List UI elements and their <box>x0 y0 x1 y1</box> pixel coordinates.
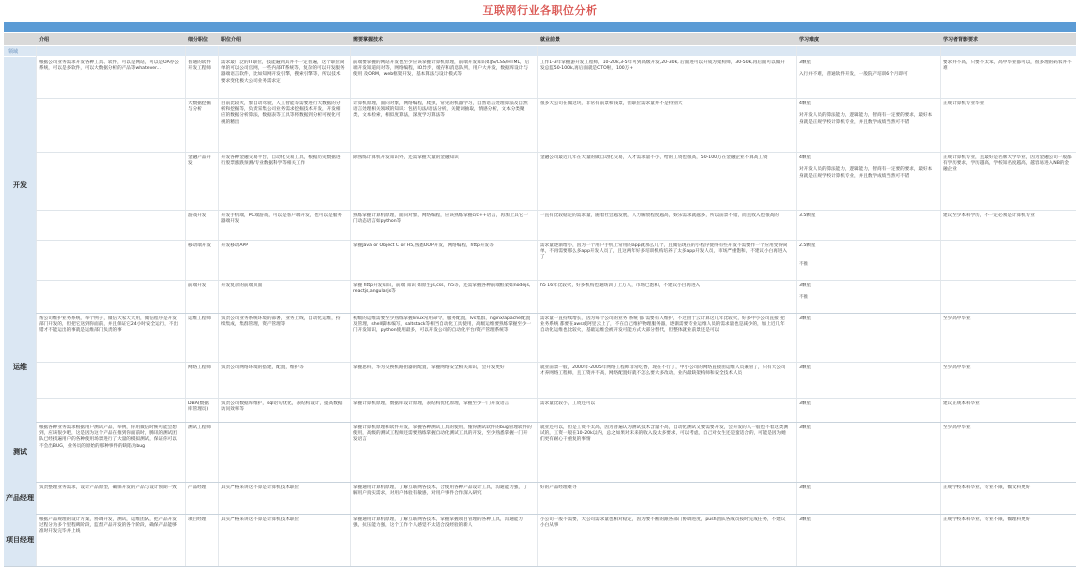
cell-desc: 负责公司网络环境的搭建，配置，维护等 <box>221 365 304 370</box>
cell-prospect: 金融公司最近几年在大量的做自动化交易，人才需求量不小，给的工资也很高，50-100万在金融企业不算高工资 <box>540 155 768 160</box>
cell-role: 运维工程师 <box>188 316 211 321</box>
cell-role: 大数据挖掘与分析 <box>188 101 211 113</box>
cell-desc: 其实严格来讲这不算是计算机技术职位 <box>221 485 300 490</box>
row-divider <box>36 280 1076 281</box>
row-divider <box>36 210 1076 211</box>
cell-prospect: 需求量一直持续增长，因为每个公司的业务 系统 都 需要有人维护，不过由于云计算这几年比较火，好多中小公司直接 把业务系统 都要在aws或阿里云上了，不在自己维护物理服务器，逐渐需要专业运维人员的需求量也是减少的，加上近几年自动化运维也比较火，基础运维会被开发可能方式大部分替代，但整体就业前景还是可以 <box>540 316 785 334</box>
cell-prospect: 工作1-3年掌握游开发工程师，10-20k,3-5年可到高级开发,20-30k, 后面进可以开成为架构师，30-50k,再后面可以做开发总监50-100k,再后面就是CTO啦，100万+ <box>540 60 785 72</box>
cell-prospect: 一直有比较稳定的需求量，随着社会越发展，人力解放程度越高，娱乐需求就越多，所以前景不错，而且收入也很高的 <box>540 213 779 218</box>
cell-role: 前端开发 <box>188 283 207 288</box>
cell-tech: 掌握通用计算机原理，了解互联网各技术，合使用各种产品设计工具，沟通能力强，了解用户真实需求，对用户体验有敏感，对用户事件合作深入研究 <box>353 485 528 497</box>
cell-difficulty: 3颗星 入行并不难，普通软件开发，一般院产培训6个月即可 <box>799 60 908 78</box>
cell-tech: 掌握计算机原理和软件开发，掌握各种测试工具的使用，懂得测试软件的bug管理软件的使用，高级的测试工程师还需要熟练掌握自动化测试工具的开发，至少熟悉掌握一门开发语言 <box>353 425 532 443</box>
cell-role: 测试工程师 <box>188 425 211 430</box>
cell-difficulty: 3颗星 <box>799 485 812 490</box>
column-divider <box>36 46 37 566</box>
cell-req: 正规计算机专业，且最好是名牌大学毕业，因为金融公司一般都有学历要求，学历越高，学校知名度越高，越容易进入NB的金融企业 <box>943 155 1072 173</box>
domain-label: 项目经理 <box>4 514 36 566</box>
cell-difficulty: 2.5颗星 不推 <box>799 243 816 267</box>
cell-role: DBA(数据库管理员) <box>188 401 209 413</box>
header-cell: 需要掌握技术 <box>353 37 384 43</box>
cell-req: 正规计算机专业毕业 <box>943 101 985 106</box>
cell-req <box>943 283 1073 312</box>
row-divider <box>36 362 1076 363</box>
cell-role: 移动端开发 <box>188 243 211 248</box>
cell-desc <box>221 425 345 481</box>
cell-tech: 掌握计算机原理，数据库设计原理，表结构优化原理，掌握至少一门开发语言 <box>353 401 510 406</box>
cell-difficulty: 4颗星 对开发人员的算法能力，逻辑能力，智商有一定要的要求，最好本身就是正规学校计算机专业，并且数学成绩当然可不错 <box>799 101 933 125</box>
cell-desc: 负责公司数据库维护，sql语句优化，表结构设计，提高数据访问效率等 <box>221 401 343 413</box>
domain-intro: 负责整理业务需求，设计产品原型，确保开发的产品与设计预期一致 <box>39 485 177 490</box>
column-divider <box>940 46 941 566</box>
cell-prospect: h5 16年比较火，好多机构也通场训了上万人，市场已饱和，不建议小白再进入 <box>540 283 701 288</box>
domain-intro: 根据产品规理的设计方案，协调开发，测试，运维团队，把产品开发过程分为多个里程碑阶段，监督产品开发的各个阶段，确保产品能够准时开发完毕并上线 <box>39 517 177 535</box>
column-divider <box>218 46 219 566</box>
row-divider <box>36 240 1076 241</box>
header-cell: 介绍 <box>39 37 50 43</box>
cell-req <box>943 243 1073 279</box>
cell-req: 正规学校本科毕业，专业不限，倾理科更好 <box>943 517 1031 522</box>
row-divider <box>36 398 1076 399</box>
cell-desc: 开发各种金融交易平台，自动化交易工具，根据历史数据进行股票涨跌预测/专业数据科学等相关工作 <box>221 155 341 167</box>
cell-difficulty: 3颗星 <box>799 401 812 406</box>
header-cell: 就业前景 <box>540 37 561 43</box>
cell-difficulty: 3颗星 不推 <box>799 283 812 301</box>
cell-prospect: 需求量逐渐增小，因为一个用户手机上常用的app就那么几个，且微信现在的小程序使得有些开发不需要作一个应用变得简单，不再需要那么多app开发人员了，且这两年好多培训机构培养了太多app开发人员，市场严重饱和，不建议小白再进入了 <box>540 243 788 261</box>
cell-difficulty: 3颗星 <box>799 365 812 370</box>
header-cell: 学习难度 <box>799 37 820 43</box>
column-divider <box>537 46 538 566</box>
cell-desc: 开发复杂的前端页面 <box>221 283 263 288</box>
cell-req: 至少高中毕业 <box>943 365 971 370</box>
cell-req: 要求并不高，只要不太笨，高中毕业都可以，很多理的码农并不难 <box>943 60 1072 72</box>
cell-req: 建议正规本科毕业 <box>943 401 980 406</box>
header-cell: 细分职位 <box>188 37 209 43</box>
group-divider <box>4 514 1076 515</box>
cell-prospect: 就业前景一般，2000年-2005年网络工程师非常吃香，现在不行了，中小公司的网络直接由运维人员兼管了，只有大公司才养网络工程师，且工资并不高，网络配置好就不怎么要大多改动，业内最缺架构师和安全技术人员 <box>540 365 786 377</box>
cell-difficulty: 3颗星 <box>799 316 812 321</box>
cell-desc: 其实严格来讲这不算是计算机技术职位 <box>221 517 300 522</box>
cell-tech: 熟练掌握计算机原理，面向对象，网络编程，应该熟练掌握c/c++语言，再加上其它一门动态语言如python等 <box>353 213 529 225</box>
cell-role: 游戏开发 <box>188 213 207 218</box>
row-divider <box>36 98 1076 99</box>
cell-prospect: 好的产品经理难寻 <box>540 485 577 490</box>
cell-difficulty: 3颗星 <box>799 517 812 522</box>
domain-intro: 根据各种业务需求根据用户测试产品，举例，你用微信时候可能会想到，应该很少吧，这是因为这个产品在推到你面前时，腾讯的测试团队已经找遍用户的各种使用场景进行了大量的模拟测试，保证你可以不会出BUG，业务员的原始的那种事件的缺陷为bug <box>39 425 177 449</box>
domain-label: 运维 <box>4 313 36 422</box>
table-subheader <box>4 46 1076 56</box>
cell-difficulty: 3颗星 <box>799 425 812 430</box>
cell-desc: 需求最广泛的IT职位，技能遍到其并不一定普遍，这个职位简单的可以公司官网，一些内部IT系统等，复杂的可以开发服务器端语言软件，比如知网开发引擎，搜索引擎等，所以技术要求变化极大公司业务需求定 <box>221 60 345 84</box>
group-divider <box>4 482 1076 483</box>
cell-difficulty: 4颗星 对开发人员的算法能力，逻辑能力，智商有一定要的要求，最好本身就是正规学校计算机专业，并且数学成绩当然可不错 <box>799 155 933 179</box>
domain-intro: 帮公司维护业务系统，举个例子，微信大家天天用，微信程序是开发部门开发的，但把它送到你面前，并且保证它24小时安全运行，不出错才不能运出的事就是运维部门负责的事 <box>39 316 179 334</box>
header-cell: 学习者背影要求 <box>943 37 979 43</box>
cell-tech: 掌握思科，华为交换机路由器的配置，掌握网络安全相关知识，会开发更好 <box>353 365 505 370</box>
cell-tech: 前端要掌握的网站开发也至少应该掌握计算机原理，前端开发知识如JS/CSS/HTML，后端开发知道问对等，网络编程，IO异步，缓存和消息队列，用户大并发，数据库设计与使用 及ORM，web框架开发，基本算法与设计模式等 <box>353 60 530 78</box>
domain-label: 测试 <box>4 422 36 482</box>
cell-tech: 初级的运维需要至少熟练掌握linux常用命令，服务配置，lvs集群，nginx/apache配置及管理，shell脚本编写，saltstack等相当自动化工具使用，高级运维要熟练掌握至少一门开发知识，python使用最多，可以开发公司的自动化平台/资产管理系统等 <box>353 316 532 334</box>
cell-role: 网络工程师 <box>188 365 211 370</box>
cell-difficulty: 3.5颗星 <box>799 213 816 218</box>
header-cell: 职位介绍 <box>221 37 242 43</box>
cell-role: 项目经理 <box>188 517 207 522</box>
group-divider <box>4 313 1076 314</box>
cell-prospect: 就业还可以，但是工资不太高，因为普遍认为测试技术含量不高，自动化测试又要需要开发，会开发的人一般也不着这类测试的，工资一般在10-20k以内，总之如果对未来的收入没太多要求，可以考虑，自己对女生还是蛮适合的，可能是因为她们更有耐心干重复的事情 <box>540 425 789 443</box>
cell-role: 产品经理 <box>188 485 207 490</box>
group-divider <box>4 422 1076 423</box>
domain-intro: 根据公司业务需求开发各种工具、软件，可以是网站，可以是OA办公系统，可以是多软件，可以大数据分析的产品等whatever... <box>39 60 179 72</box>
column-divider <box>796 46 797 566</box>
row-divider <box>36 152 1076 153</box>
column-divider <box>350 46 351 566</box>
cell-prospect: 小公司一般不需要，大公司需求量也相对稳定，因为要不断的跟各部门协调进度，push团队各成员按时完成任务，不建议小白从事 <box>540 517 786 529</box>
cell-role: 金融产品开发 <box>188 155 211 167</box>
cell-req: 建议至少本科学历，不一定必须是计算机专业 <box>943 213 1035 218</box>
cell-desc: 开发移动APP <box>221 243 249 248</box>
domain-label: 开发 <box>4 57 36 313</box>
subheader-label: 领域 <box>8 49 19 55</box>
cell-role: 普通的软件开发工程师 <box>188 60 211 72</box>
cell-tech: 除熟练计算机开发知识外，还需掌握大量的金融知识 <box>353 155 459 160</box>
cell-desc: 开发手机端，PC端游戏，可以是客户端开发，也可以是服务器端开发 <box>221 213 342 225</box>
cell-tech: 掌握 http开发知识，前端 知识 如原生js,css，h5等，还需掌握各种前端框架如nodejs,reactjs,angularjs等 <box>353 283 531 295</box>
cell-req: 至少高中毕业 <box>943 425 971 430</box>
title-accent-bar <box>4 22 1076 32</box>
cell-req: 正规学校本科毕业，专业不限，倾文科更好 <box>943 485 1031 490</box>
cell-req: 至少高中毕业 <box>943 316 971 321</box>
cell-prospect: 需求量比较小，工资还可以 <box>540 401 596 406</box>
cell-desc: 负责公司业务系统环境的部署，业务上线，自动化运维，持续集成，集群管理，资产管理等 <box>221 316 341 328</box>
cell-desc: 目前比较火，象自动驾驶，人工智能等需要进行大数据的分析和挖掘等，负责采集公司业务需求挖掘技术开发，开发相应的数据分析算法，数据表等工具等将数据到分析可视化可视的精出 <box>221 101 341 125</box>
cell-prospect: 很多大公司在做这块，非常有前景和钱景，但职位需求量并不是特别大 <box>540 101 683 106</box>
cell-tech: 掌握Java or Object C or H5,熟悉OOP开发，网络编程，http开发等 <box>353 243 494 248</box>
cell-tech: 计算机原理，面向对象，网络编程，爬虫，常见的机器学习，自然语言处理算法及自然语言处理相关领域的知识：包括句法/语法分析，关键词抽取，情感分析，文本分类聚类，文本检索，相似度算法，深度学习算法等 <box>353 101 528 119</box>
page-title: 互联网行业各职位分析 <box>482 4 598 17</box>
column-divider <box>185 46 186 566</box>
domain-label: 产品经理 <box>4 482 36 514</box>
cell-tech: 掌握通用计算机原理，了解互联网各技术，掌握掌握项目管理的各种工具，沟通能力强，抗压能力强，这个工作个人感觉不太适合没经验的新人 <box>353 517 523 529</box>
